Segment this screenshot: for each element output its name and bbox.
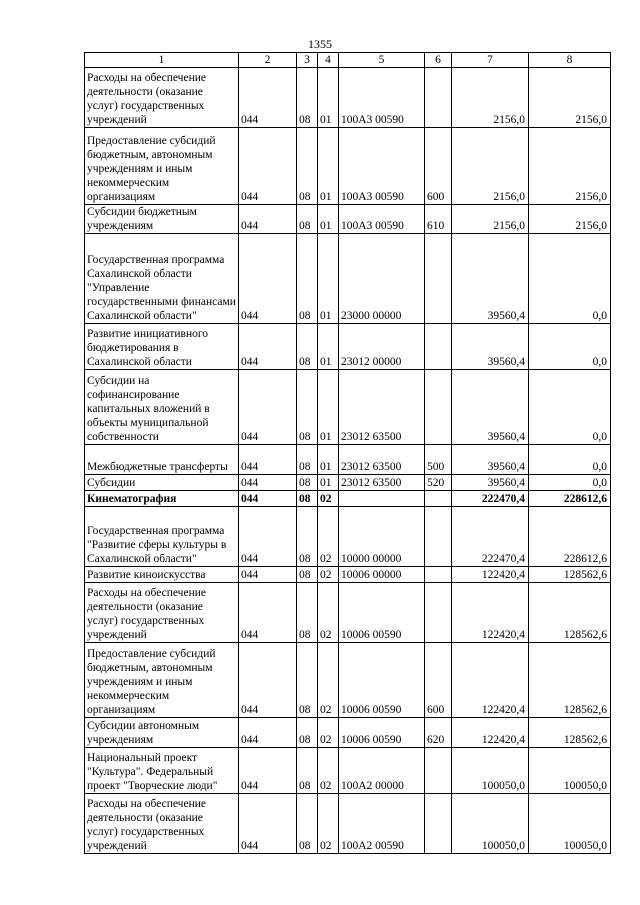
subsection-code: 01 <box>318 370 339 445</box>
ministry-code: 044 <box>239 128 297 205</box>
subsection-code: 02 <box>318 794 339 854</box>
expense-type-code <box>425 370 452 445</box>
target-article-code: 23012 63500 <box>339 445 425 475</box>
expense-type-code: 600 <box>425 128 452 205</box>
target-article-code: 10000 00000 <box>339 507 425 567</box>
target-article-code: 23012 63500 <box>339 475 425 491</box>
row-name: Предоставление субсидий бюджетным, автономным учреждениям и иным некоммерческим организациям <box>85 643 239 718</box>
amount-year-2: 0,0 <box>529 475 611 491</box>
expense-type-code <box>425 491 452 507</box>
subsection-code: 01 <box>318 475 339 491</box>
section-code: 08 <box>297 128 318 205</box>
target-article-code: 10006 00590 <box>339 583 425 643</box>
expense-type-code <box>425 583 452 643</box>
row-name: Расходы на обеспечение деятельности (оказание услуг) государственных учреждений <box>85 794 239 854</box>
subsection-code: 01 <box>318 68 339 128</box>
amount-year-2: 0,0 <box>529 324 611 370</box>
section-code: 08 <box>297 718 318 748</box>
header-row <box>85 53 611 68</box>
table-row <box>85 583 611 643</box>
amount-year-2: 2156,0 <box>529 128 611 205</box>
amount-year-1: 39560,4 <box>452 370 529 445</box>
target-article-code: 23000 00000 <box>339 234 425 324</box>
subsection-code: 01 <box>318 128 339 205</box>
section-code: 08 <box>297 491 318 507</box>
subsection-code: 01 <box>318 205 339 234</box>
expense-type-code: 500 <box>425 445 452 475</box>
amount-year-1: 122420,4 <box>452 567 529 583</box>
subsection-code: 02 <box>318 718 339 748</box>
expense-type-code <box>425 567 452 583</box>
subsection-code: 02 <box>318 643 339 718</box>
section-code: 08 <box>297 234 318 324</box>
column-header: 4 <box>318 53 339 68</box>
target-article-code: 10006 00590 <box>339 718 425 748</box>
expense-type-code <box>425 324 452 370</box>
section-code: 08 <box>297 583 318 643</box>
ministry-code: 044 <box>239 491 297 507</box>
table-row <box>85 491 611 507</box>
ministry-code: 044 <box>239 234 297 324</box>
target-article-code: 10006 00000 <box>339 567 425 583</box>
amount-year-1: 100050,0 <box>452 748 529 794</box>
ministry-code: 044 <box>239 68 297 128</box>
row-name: Государственная программа Сахалинской области "Управление государственными финансами Сахалинской области" <box>85 234 239 324</box>
amount-year-1: 39560,4 <box>452 234 529 324</box>
row-name: Предоставление субсидий бюджетным, автономным учреждениям и иным некоммерческим организациям <box>85 128 239 205</box>
amount-year-1: 122420,4 <box>452 718 529 748</box>
ministry-code: 044 <box>239 583 297 643</box>
row-name: Национальный проект "Культура". Федеральный проект "Творческие люди" <box>85 748 239 794</box>
table-row <box>85 445 611 475</box>
expense-type-code: 620 <box>425 718 452 748</box>
ministry-code: 044 <box>239 718 297 748</box>
section-code: 08 <box>297 370 318 445</box>
amount-year-2: 228612,6 <box>529 507 611 567</box>
target-article-code: 100А3 00590 <box>339 128 425 205</box>
ministry-code: 044 <box>239 794 297 854</box>
amount-year-1: 222470,4 <box>452 507 529 567</box>
subsection-code: 01 <box>318 324 339 370</box>
subsection-code: 02 <box>318 583 339 643</box>
amount-year-1: 39560,4 <box>452 445 529 475</box>
ministry-code: 044 <box>239 445 297 475</box>
ministry-code: 044 <box>239 205 297 234</box>
section-code: 08 <box>297 748 318 794</box>
section-code: 08 <box>297 205 318 234</box>
amount-year-1: 2156,0 <box>452 205 529 234</box>
section-code: 08 <box>297 324 318 370</box>
subsection-code: 02 <box>318 748 339 794</box>
section-code: 08 <box>297 643 318 718</box>
amount-year-1: 39560,4 <box>452 475 529 491</box>
ministry-code: 044 <box>239 643 297 718</box>
row-name: Кинематография <box>85 491 239 507</box>
expense-type-code <box>425 507 452 567</box>
column-header: 7 <box>452 53 529 68</box>
expense-type-code: 600 <box>425 643 452 718</box>
amount-year-2: 2156,0 <box>529 68 611 128</box>
amount-year-2: 100050,0 <box>529 748 611 794</box>
section-code: 08 <box>297 794 318 854</box>
target-article-code: 100А2 00000 <box>339 748 425 794</box>
subsection-code: 01 <box>318 445 339 475</box>
expense-type-code: 610 <box>425 205 452 234</box>
table-row <box>85 567 611 583</box>
section-code: 08 <box>297 68 318 128</box>
amount-year-2: 228612,6 <box>529 491 611 507</box>
page-number: 1355 <box>308 37 332 51</box>
column-header: 3 <box>297 53 318 68</box>
column-header: 2 <box>239 53 297 68</box>
amount-year-1: 2156,0 <box>452 68 529 128</box>
section-code: 08 <box>297 445 318 475</box>
row-name: Межбюджетные трансферты <box>85 445 239 475</box>
target-article-code <box>339 491 425 507</box>
row-name: Государственная программа "Развитие сферы культуры в Сахалинской области" <box>85 507 239 567</box>
row-name: Расходы на обеспечение деятельности (оказание услуг) государственных учреждений <box>85 583 239 643</box>
amount-year-2: 0,0 <box>529 370 611 445</box>
row-name: Субсидии на софинансирование капитальных вложений в объекты муниципальной собственности <box>85 370 239 445</box>
amount-year-2: 128562,6 <box>529 718 611 748</box>
table-row <box>85 68 611 128</box>
amount-year-1: 222470,4 <box>452 491 529 507</box>
target-article-code: 100А3 00590 <box>339 68 425 128</box>
amount-year-1: 100050,0 <box>452 794 529 854</box>
table-row <box>85 128 611 205</box>
table-row <box>85 475 611 491</box>
amount-year-1: 122420,4 <box>452 583 529 643</box>
section-code: 08 <box>297 507 318 567</box>
column-header: 6 <box>425 53 452 68</box>
table-row <box>85 370 611 445</box>
row-name: Субсидии <box>85 475 239 491</box>
ministry-code: 044 <box>239 567 297 583</box>
ministry-code: 044 <box>239 748 297 794</box>
ministry-code: 044 <box>239 324 297 370</box>
expense-type-code: 520 <box>425 475 452 491</box>
amount-year-2: 2156,0 <box>529 205 611 234</box>
table-row <box>85 643 611 718</box>
column-header: 8 <box>529 53 611 68</box>
target-article-code: 23012 00000 <box>339 324 425 370</box>
row-name: Субсидии автономным учреждениям <box>85 718 239 748</box>
budget-table <box>84 52 611 854</box>
section-code: 08 <box>297 475 318 491</box>
amount-year-2: 0,0 <box>529 234 611 324</box>
row-name: Расходы на обеспечение деятельности (оказание услуг) государственных учреждений <box>85 68 239 128</box>
amount-year-1: 39560,4 <box>452 324 529 370</box>
row-name: Субсидии бюджетным учреждениям <box>85 205 239 234</box>
expense-type-code <box>425 794 452 854</box>
target-article-code: 100А2 00590 <box>339 794 425 854</box>
row-name: Развитие киноискусства <box>85 567 239 583</box>
expense-type-code <box>425 68 452 128</box>
table-row <box>85 234 611 324</box>
expense-type-code <box>425 234 452 324</box>
expense-type-code <box>425 748 452 794</box>
table-row <box>85 205 611 234</box>
table-row <box>85 748 611 794</box>
section-code: 08 <box>297 567 318 583</box>
column-header: 5 <box>339 53 425 68</box>
table-row <box>85 718 611 748</box>
ministry-code: 044 <box>239 507 297 567</box>
subsection-code: 02 <box>318 491 339 507</box>
target-article-code: 100А3 00590 <box>339 205 425 234</box>
ministry-code: 044 <box>239 475 297 491</box>
amount-year-2: 128562,6 <box>529 567 611 583</box>
amount-year-2: 128562,6 <box>529 643 611 718</box>
subsection-code: 02 <box>318 507 339 567</box>
target-article-code: 23012 63500 <box>339 370 425 445</box>
table-row <box>85 794 611 854</box>
subsection-code: 01 <box>318 234 339 324</box>
amount-year-2: 100050,0 <box>529 794 611 854</box>
column-header: 1 <box>85 53 239 68</box>
table-row <box>85 507 611 567</box>
target-article-code: 10006 00590 <box>339 643 425 718</box>
subsection-code: 02 <box>318 567 339 583</box>
amount-year-2: 0,0 <box>529 445 611 475</box>
amount-year-1: 122420,4 <box>452 643 529 718</box>
amount-year-2: 128562,6 <box>529 583 611 643</box>
row-name: Развитие инициативного бюджетирования в Сахалинской области <box>85 324 239 370</box>
amount-year-1: 2156,0 <box>452 128 529 205</box>
ministry-code: 044 <box>239 370 297 445</box>
table-row <box>85 324 611 370</box>
